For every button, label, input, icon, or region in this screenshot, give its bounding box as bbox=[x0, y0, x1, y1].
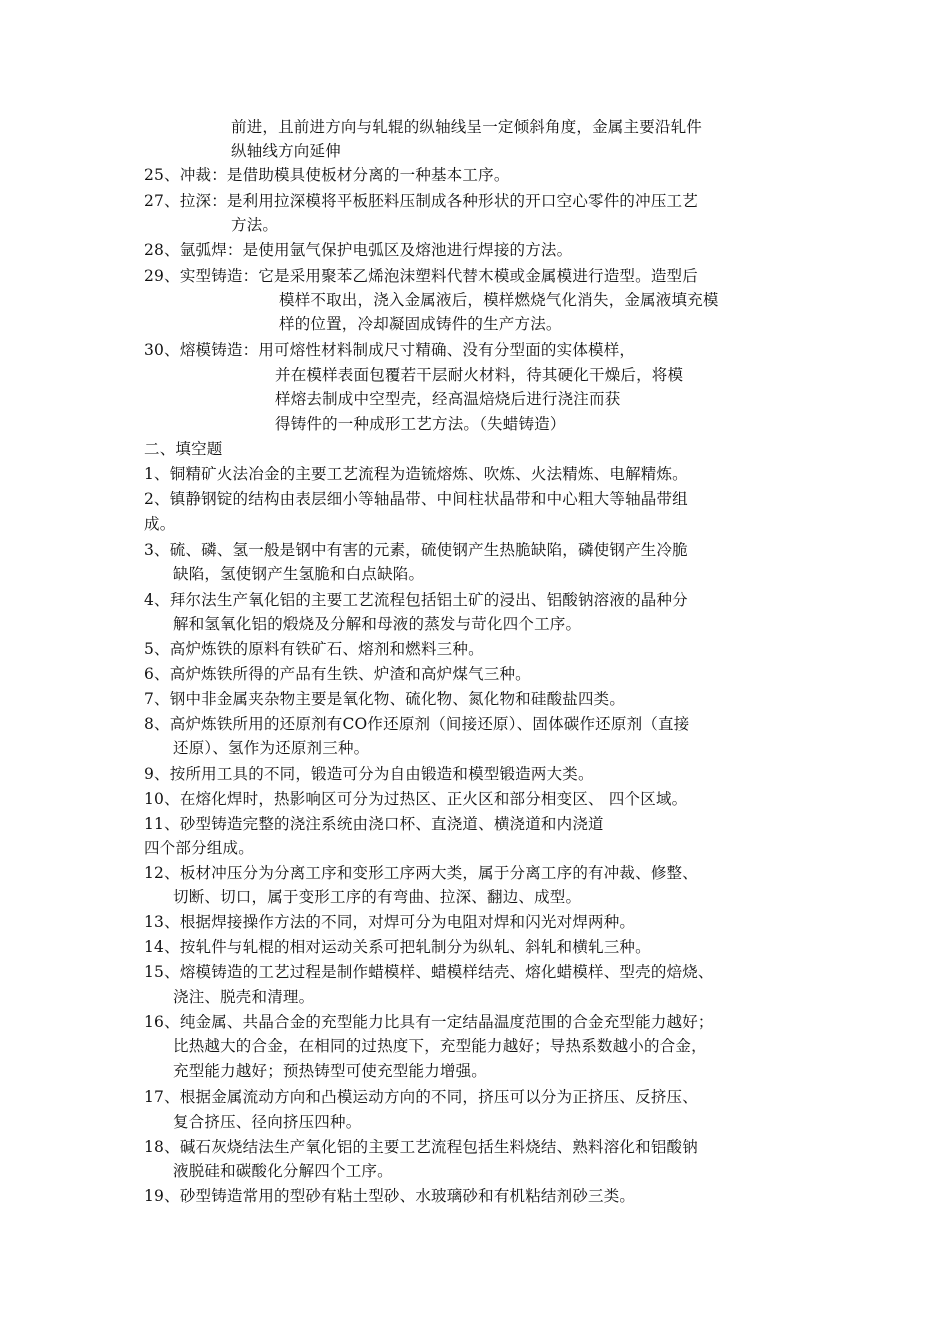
text-line: 15、熔模铸造的工艺过程是制作蜡模样、蜡模样结壳、熔化蜡模样、型壳的焙烧、 bbox=[144, 963, 714, 981]
text-line: 前进，且前进方向与轧辊的纵轴线呈一定倾斜角度，金属主要沿轧件 bbox=[231, 118, 703, 136]
text-line: 缺陷，氢使钢产生氢脆和白点缺陷。 bbox=[173, 565, 425, 583]
text-line: 7、钢中非金属夹杂物主要是氧化物、硫化物、氮化物和硅酸盐四类。 bbox=[144, 690, 626, 708]
text-line: 18、碱石灰烧结法生产氧化铝的主要工艺流程包括生料烧结、熟料溶化和铝酸钠 bbox=[144, 1138, 698, 1156]
section-heading: 二、填空题 bbox=[144, 440, 223, 458]
text-line: 19、砂型铸造常用的型砂有粘土型砂、水玻璃砂和有机粘结剂砂三类。 bbox=[144, 1187, 636, 1205]
text-line: 25、冲裁：是借助模具使板材分离的一种基本工序。 bbox=[144, 166, 510, 184]
text-line: 解和氢氧化铝的煅烧及分解和母液的蒸发与苛化四个工序。 bbox=[173, 615, 582, 633]
text-line: 5、高炉炼铁的原料有铁矿石、熔剂和燃料三种。 bbox=[144, 640, 484, 658]
text-line: 12、板材冲压分为分离工序和变形工序两大类，属于分离工序的有冲裁、修整、 bbox=[144, 864, 698, 882]
text-line: 四个部分组成。 bbox=[144, 839, 254, 857]
text-line: 还原）、氢作为还原剂三种。 bbox=[173, 739, 370, 757]
text-line: 得铸件的一种成形工艺方法。（失蜡铸造） bbox=[275, 415, 566, 433]
text-line: 成。 bbox=[144, 515, 176, 533]
text-line: 11、砂型铸造完整的浇注系统由浇口杯、直浇道、横浇道和内浇道 bbox=[144, 815, 604, 833]
text-line: 并在模样表面包覆若干层耐火材料，待其硬化干燥后，将模 bbox=[275, 366, 684, 384]
text-line: 方法。 bbox=[231, 216, 279, 234]
text-line: 28、氩弧焊：是使用氩气保护电弧区及熔池进行焊接的方法。 bbox=[144, 241, 573, 259]
text-line: 2、镇静钢锭的结构由表层细小等轴晶带、中间柱状晶带和中心粗大等轴晶带组 bbox=[144, 490, 688, 508]
text-line: 9、按所用工具的不同，锻造可分为自由锻造和模型锻造两大类。 bbox=[144, 765, 594, 783]
text-line: 30、熔模铸造：用可熔性材料制成尺寸精确、没有分型面的实体模样， bbox=[144, 341, 636, 359]
text-line: 17、根据金属流动方向和凸模运动方向的不同，挤压可以分为正挤压、反挤压、 bbox=[144, 1088, 698, 1106]
text-line: 样熔去制成中空型壳，经高温焙烧后进行浇注而获 bbox=[275, 390, 621, 408]
text-line: 16、纯金属、共晶合金的充型能力比具有一定结晶温度范围的合金充型能力越好； bbox=[144, 1013, 714, 1031]
text-line: 模样不取出，浇入金属液后，模样燃烧气化消失，金属液填充模 bbox=[279, 291, 719, 309]
text-line: 14、按轧件与轧棍的相对运动关系可把轧制分为纵轧、斜轧和横轧三种。 bbox=[144, 938, 651, 956]
text-line: 样的位置，冷却凝固成铸件的生产方法。 bbox=[279, 315, 562, 333]
text-line: 27、拉深：是利用拉深模将平板胚料压制成各种形状的开口空心零件的冲压工艺 bbox=[144, 192, 698, 210]
text-line: 4、拜尔法生产氧化铝的主要工艺流程包括铝土矿的浸出、铝酸钠溶液的晶种分 bbox=[144, 591, 688, 609]
text-line: 浇注、脱壳和清理。 bbox=[173, 988, 315, 1006]
text-line: 复合挤压、径向挤压四种。 bbox=[173, 1113, 362, 1131]
text-line: 8、高炉炼铁所用的还原剂有CO作还原剂（间接还原）、固体碳作还原剂（直接 bbox=[144, 715, 690, 733]
text-line: 29、实型铸造：它是采用聚苯乙烯泡沫塑料代替木模或金属模进行造型。造型后 bbox=[144, 267, 698, 285]
text-line: 10、在熔化焊时，热影响区可分为过热区、正火区和部分相变区、 四个区域。 bbox=[144, 790, 688, 808]
text-line: 1、铜精矿火法冶金的主要工艺流程为造锍熔炼、吹炼、火法精炼、电解精炼。 bbox=[144, 465, 688, 483]
text-line: 液脱硅和碳酸化分解四个工序。 bbox=[173, 1162, 393, 1180]
text-line: 13、根据焊接操作方法的不同，对焊可分为电阻对焊和闪光对焊两种。 bbox=[144, 913, 636, 931]
text-line: 6、高炉炼铁所得的产品有生铁、炉渣和高炉煤气三种。 bbox=[144, 665, 531, 683]
text-line: 3、硫、磷、氢一般是钢中有害的元素，硫使钢产生热脆缺陷，磷使钢产生冷脆 bbox=[144, 541, 688, 559]
text-line: 切断、切口，属于变形工序的有弯曲、拉深、翻边、成型。 bbox=[173, 888, 582, 906]
text-line: 充型能力越好；预热铸型可使充型能力增强。 bbox=[173, 1062, 488, 1080]
text-line: 纵轴线方向延伸 bbox=[231, 142, 341, 160]
text-line: 比热越大的合金，在相同的过热度下，充型能力越好；导热系数越小的合金， bbox=[173, 1037, 707, 1055]
